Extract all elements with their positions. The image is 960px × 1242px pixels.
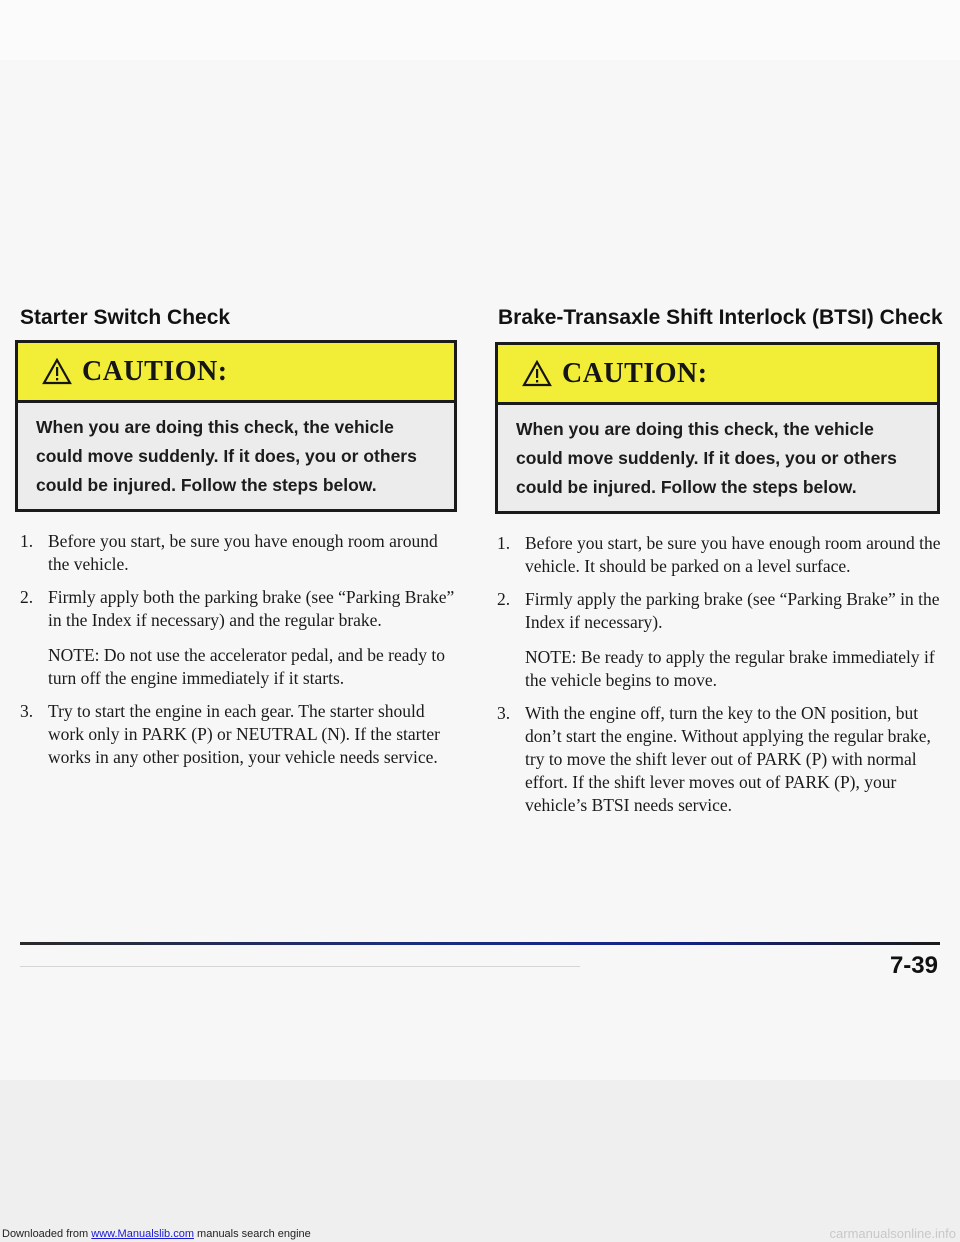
step-number: 1. bbox=[20, 531, 34, 551]
step-text: Firmly apply both the parking brake (see “Parking Brake” in the Index if necessary) and the regular brake. bbox=[48, 587, 455, 630]
download-footer bbox=[2, 1228, 311, 1240]
steps-list-left bbox=[20, 530, 460, 779]
watermark: carmanualsonline.info bbox=[829, 1226, 956, 1241]
step-text: Before you start, be sure you have enough room around the vehicle. bbox=[48, 531, 438, 574]
caution-label: CAUTION: bbox=[562, 357, 708, 389]
manualslib-link[interactable]: www.Manualslib.com bbox=[91, 1228, 194, 1240]
step-text: Try to start the engine in each gear. The starter should work only in PARK (P) or NEUTRAL (N). If the starter works in any other position, your vehicle needs service. bbox=[48, 701, 440, 767]
bottom-margin bbox=[0, 1080, 960, 1242]
caution-box-left bbox=[15, 340, 457, 512]
step-note: NOTE: Be ready to apply the regular brake immediately if the vehicle begins to move. bbox=[525, 647, 935, 690]
step-text: Firmly apply the parking brake (see “Parking Brake” in the Index if necessary). bbox=[525, 589, 940, 632]
scan-artifact-line bbox=[20, 966, 580, 967]
list-item bbox=[497, 588, 942, 692]
warning-triangle-icon bbox=[42, 358, 72, 385]
step-number: 3. bbox=[497, 703, 511, 723]
caution-header bbox=[18, 343, 454, 403]
top-margin bbox=[0, 0, 960, 60]
page-number: 7-39 bbox=[889, 952, 938, 979]
warning-triangle-icon bbox=[522, 360, 552, 387]
footer-prefix: Downloaded from bbox=[2, 1228, 92, 1240]
list-item bbox=[497, 702, 942, 817]
section-title-btsi-check: Brake-Transaxle Shift Interlock (BTSI) Check bbox=[498, 306, 943, 329]
caution-header bbox=[498, 345, 937, 405]
step-text: With the engine off, turn the key to the ON position, but don’t start the engine. Without applying the regular brake, try to move the shift lever out of PARK (P) with normal effort. If the shift lever moves out of PARK (P), your vehicle’s BTSI needs service. bbox=[525, 703, 931, 815]
list-item bbox=[20, 700, 460, 769]
caution-label: CAUTION: bbox=[82, 355, 228, 387]
caution-text: When you are doing this check, the vehicle could move suddenly. If it does, you or others could be injured. Follow the steps below. bbox=[516, 419, 897, 497]
step-number: 1. bbox=[497, 533, 511, 553]
caution-text: When you are doing this check, the vehicle could move suddenly. If it does, you or others could be injured. Follow the steps below. bbox=[36, 417, 417, 495]
list-item bbox=[497, 532, 942, 578]
step-number: 2. bbox=[20, 587, 34, 607]
list-item bbox=[20, 586, 460, 690]
footer-suffix: manuals search engine bbox=[193, 1228, 311, 1240]
steps-list-right bbox=[497, 532, 942, 827]
caution-box-right bbox=[495, 342, 940, 514]
step-number: 3. bbox=[20, 701, 34, 721]
step-text: Before you start, be sure you have enough room around the vehicle. It should be parked on a level surface. bbox=[525, 533, 941, 576]
step-number: 2. bbox=[497, 589, 511, 609]
list-item bbox=[20, 530, 460, 576]
section-title-starter-switch: Starter Switch Check bbox=[20, 306, 231, 329]
step-note: NOTE: Do not use the accelerator pedal, and be ready to turn off the engine immediately if it starts. bbox=[48, 645, 445, 688]
page-divider bbox=[20, 942, 940, 945]
